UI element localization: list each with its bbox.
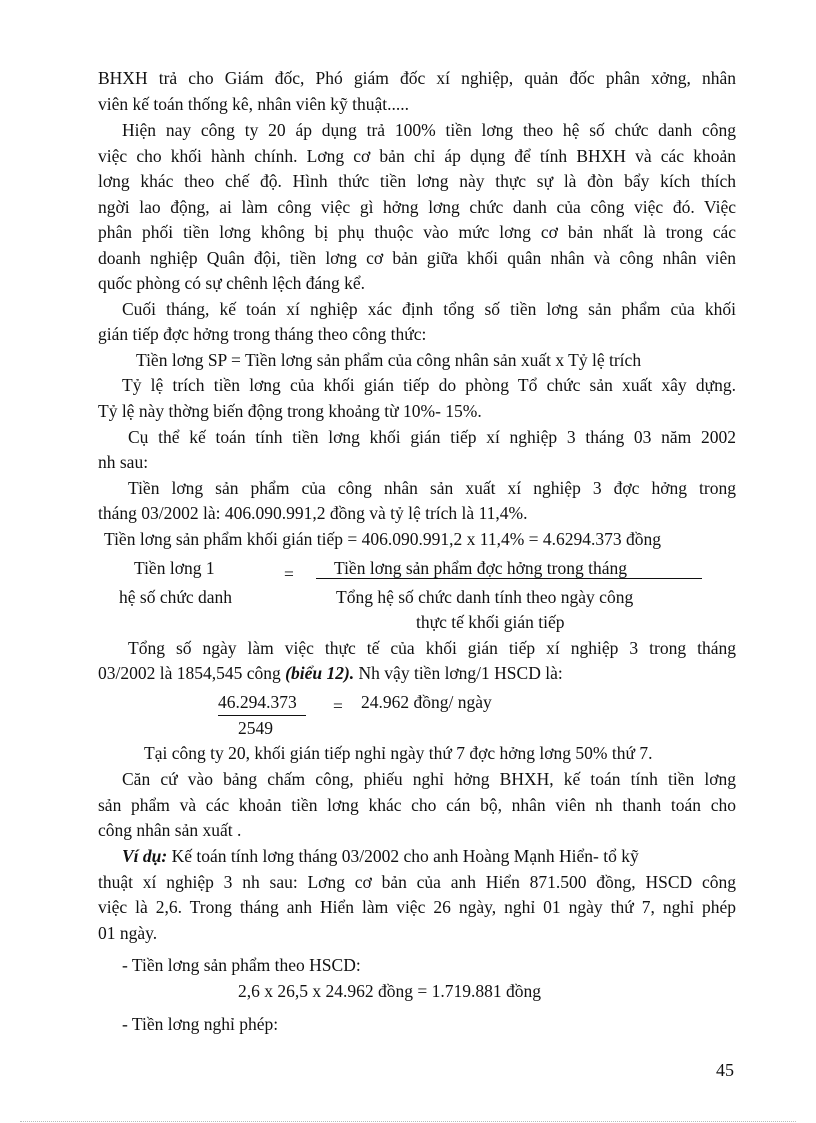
bullet-tien-luong-nghi-phep: - Tiền lơng nghỉ phép: <box>122 1014 279 1034</box>
para1-line2: viên kế toán thống kê, nhân viên kỹ thuật..... <box>98 94 410 114</box>
para4-line1: Tỷ lệ trích tiền lơng của khối gián tiếp do phòng Tổ chức sản xuất xây dựng. <box>122 375 736 395</box>
fraction1-left-top: Tiền lơng 1 <box>134 558 215 578</box>
para6-line1: Tiền lơng sản phẩm của công nhân sản xuất xí nghiệp 3 đợc hởng trong <box>128 478 736 498</box>
para7-line2 <box>98 661 563 685</box>
para7-line1: Tổng số ngày làm việc thực tế của khối gián tiếp xí nghiệp 3 trong tháng <box>128 638 736 658</box>
para7-line2-c: Nh vậy tiền lơng/1 HSCD là: <box>354 663 563 683</box>
para2-line4: ngời lao động, ai làm công việc gì hởng lơng chức danh của công việc đó. Việc <box>98 197 736 217</box>
para2-line3: lơng khác theo chế độ. Hình thức tiền lơng này thực sự là đòn bẩy kích thích <box>98 171 736 191</box>
para10-line4: 01 ngày. <box>98 923 158 943</box>
page-bottom-border <box>20 1121 796 1122</box>
bieu-12-reference: (biểu 12). <box>285 663 355 683</box>
fraction2-equals: = <box>333 696 343 716</box>
para10-line1 <box>122 844 639 868</box>
para2-line5: phân phối tiền lơng không bị phụ thuộc vào mức lơng cơ bản nhất là trong các <box>98 222 736 242</box>
formula-tien-luong-gian-tiep: Tiền lơng sản phẩm khối gián tiếp = 406.090.991,2 x 11,4% = 4.6294.373 đồng <box>104 529 662 549</box>
para9-line2: sản phẩm và các khoản tiền lơng khác cho cán bộ, nhân viên nh thanh toán cho <box>98 795 736 815</box>
para2-line6: doanh nghiệp Quân đội, tiền lơng cơ bản giữa khối quân nhân và công nhân viên <box>98 248 736 268</box>
page-number: 45 <box>716 1060 734 1080</box>
example-label: Ví dụ: <box>122 846 168 866</box>
fraction2-numerator: 46.294.373 <box>218 692 297 712</box>
fraction1-equals: = <box>284 564 294 584</box>
para5-line1: Cụ thể kế toán tính tiền lơng khối gián tiếp xí nghiệp 3 tháng 03 năm 2002 <box>128 427 736 447</box>
fraction1-denominator-line1: Tổng hệ số chức danh tính theo ngày công <box>336 587 634 607</box>
para9-line3: công nhân sản xuất . <box>98 820 242 840</box>
fraction1-left-bottom: hệ số chức danh <box>119 587 232 607</box>
para3-line1: Cuối tháng, kế toán xí nghiệp xác định tổng số tiền lơng sản phẩm của khối <box>122 299 736 319</box>
formula-tien-luong-sp: Tiền lơng SP = Tiền lơng sản phẩm của công nhân sản xuất x Tỷ lệ trích <box>136 350 642 370</box>
para2-line2: việc cho khối hành chính. Lơng cơ bản chỉ áp dụng để tính BHXH và các khoản <box>98 146 736 166</box>
fraction2-denominator: 2549 <box>238 718 273 738</box>
para5-line2: nh sau: <box>98 452 149 472</box>
fraction1-bar <box>316 578 702 579</box>
para7-line2-a: 03/2002 là 1854,545 công <box>98 663 286 683</box>
para9-line1: Căn cứ vào bảng chấm công, phiếu nghỉ hởng BHXH, kế toán tính tiền lơng <box>122 769 736 789</box>
para8: Tại công ty 20, khối gián tiếp nghỉ ngày thứ 7 đợc hởng lơng 50% thứ 7. <box>144 743 653 763</box>
para6-line2: tháng 03/2002 là: 406.090.991,2 đồng và tỷ lệ trích là 11,4%. <box>98 503 528 523</box>
para10-line1-text: Kế toán tính lơng tháng 03/2002 cho anh Hoàng Mạnh Hiển- tổ kỹ <box>167 846 639 866</box>
calc-hscd: 2,6 x 26,5 x 24.962 đồng = 1.719.881 đồng <box>238 981 541 1001</box>
para2-line1: Hiện nay công ty 20 áp dụng trả 100% tiền lơng theo hệ số chức danh công <box>122 120 736 140</box>
fraction1-denominator-line2: thực tế khối gián tiếp <box>416 612 565 632</box>
para1-line1: BHXH trả cho Giám đốc, Phó giám đốc xí nghiệp, quản đốc phân xởng, nhân <box>98 68 736 88</box>
para2-line7: quốc phòng có sự chênh lệch đáng kể. <box>98 273 366 293</box>
para10-line3: việc là 2,6. Trong tháng anh Hiển làm việc 26 ngày, nghỉ 01 ngày thứ 7, nghỉ phép <box>98 897 736 917</box>
para3-line2: gián tiếp đợc hởng trong tháng theo công thức: <box>98 324 427 344</box>
para4-line2: Tỷ lệ này thờng biến động trong khoảng từ 10%- 15%. <box>98 401 482 421</box>
para10-line2: thuật xí nghiệp 3 nh sau: Lơng cơ bản của anh Hiển 871.500 đồng, HSCD công <box>98 872 736 892</box>
fraction1-numerator: Tiền lơng sản phẩm đợc hởng trong tháng <box>334 558 627 578</box>
fraction2-result: 24.962 đồng/ ngày <box>361 692 492 712</box>
bullet-tien-luong-san-pham: - Tiền lơng sản phẩm theo HSCD: <box>122 955 361 975</box>
